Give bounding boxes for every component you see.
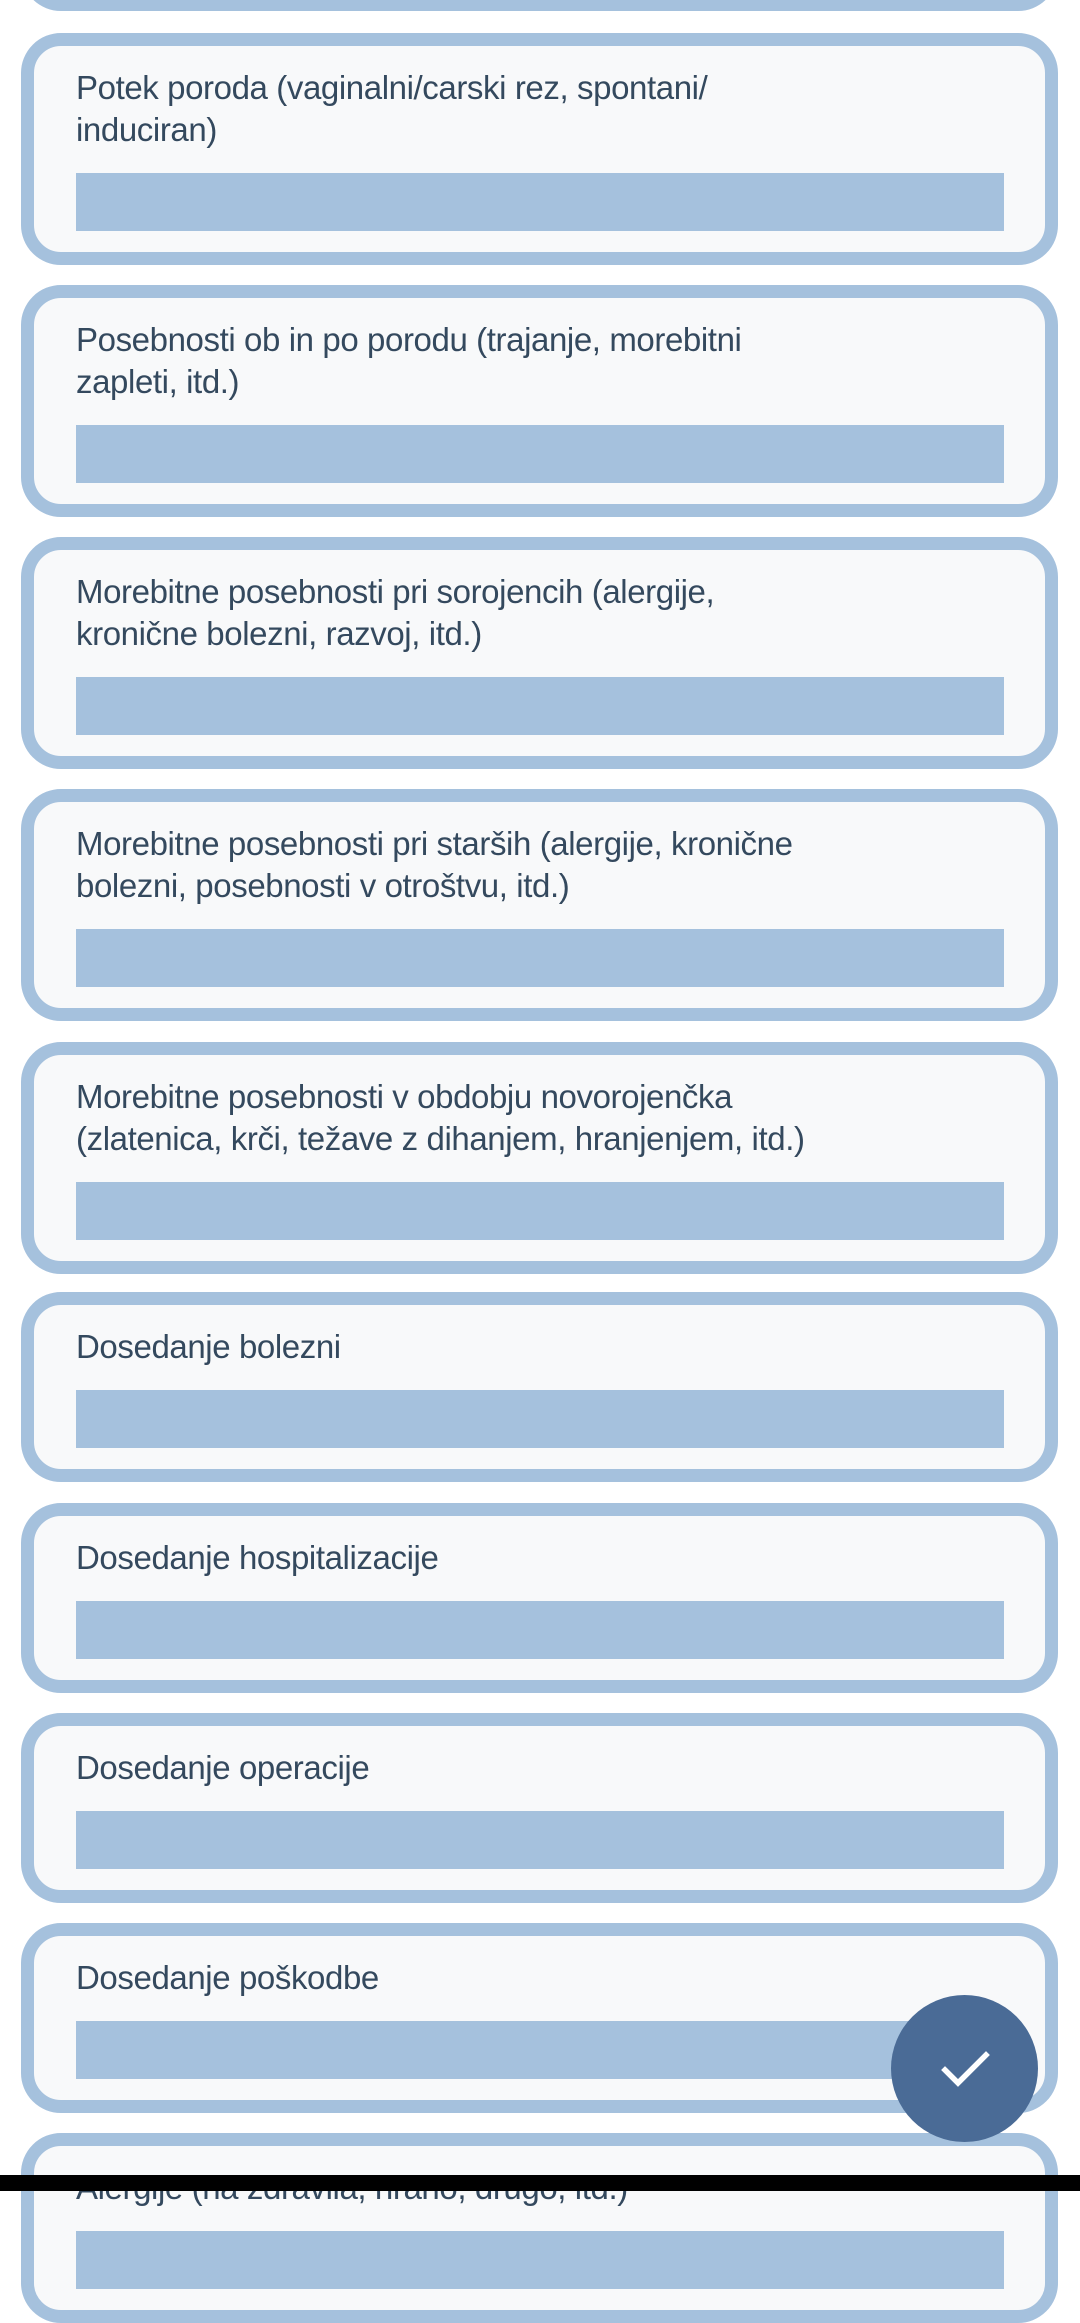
field-label-line: (zlatenica, krči, težave z dihanjem, hranjenjem, itd.): [76, 1120, 805, 1157]
field-label-line: Dosedanje poškodbe: [76, 1959, 379, 1996]
siblings-input[interactable]: [76, 677, 1004, 735]
allergies-input[interactable]: [76, 2231, 1004, 2289]
field-label: [76, 67, 1004, 151]
field-label-line: kronične bolezni, razvoj, itd.): [76, 615, 482, 652]
field-label-line: zapleti, itd.): [76, 363, 240, 400]
field-label: [76, 823, 1004, 907]
field-label-line: Posebnosti ob in po porodu (trajanje, morebitni: [76, 321, 742, 358]
field-label-line: Morebitne posebnosti v obdobju novorojenčka: [76, 1078, 733, 1115]
form-field-card-illnesses: [21, 1292, 1058, 1482]
field-label: [76, 1326, 1004, 1368]
field-label-line: Dosedanje hospitalizacije: [76, 1539, 439, 1576]
field-label-line: Dosedanje bolezni: [76, 1328, 341, 1365]
form-field-card-operations: [21, 1713, 1058, 1903]
field-label-line: bolezni, posebnosti v otroštvu, itd.): [76, 867, 570, 904]
form-field-card-newborn: [21, 1042, 1058, 1274]
field-label-line: Morebitne posebnosti pri sorojencih (alergije,: [76, 573, 715, 610]
illnesses-input[interactable]: [76, 1390, 1004, 1448]
form-field-card-birth-particularities: [21, 285, 1058, 517]
form-field-card-parents: [21, 789, 1058, 1021]
field-label: [76, 1747, 1004, 1789]
field-label-line: Dosedanje operacije: [76, 1749, 370, 1786]
injuries-input[interactable]: [76, 2021, 1004, 2079]
check-icon: [935, 2046, 995, 2092]
birth-course-input[interactable]: [76, 173, 1004, 231]
field-label-line: Morebitne posebnosti pri starših (alergije, kronične: [76, 825, 793, 862]
form-field-card-allergies: [21, 2133, 1058, 2323]
hospitalizations-input[interactable]: [76, 1601, 1004, 1659]
field-label: [76, 1537, 1004, 1579]
parents-input[interactable]: [76, 929, 1004, 987]
field-label-line: induciran): [76, 111, 217, 148]
newborn-input[interactable]: [76, 1182, 1004, 1240]
confirm-fab-button[interactable]: [891, 1995, 1038, 2142]
field-label-line: Potek poroda (vaginalni/carski rez, spontani/: [76, 69, 708, 106]
form-field-card-hospitalizations: [21, 1503, 1058, 1693]
field-label: [76, 319, 1004, 403]
system-navigation-bar: [0, 2175, 1080, 2191]
field-label: [76, 571, 1004, 655]
form-field-card-birth-course: [21, 33, 1058, 265]
birth-particularities-input[interactable]: [76, 425, 1004, 483]
operations-input[interactable]: [76, 1811, 1004, 1869]
form-field-card-siblings: [21, 537, 1058, 769]
form-field-card-previous: [21, 0, 1058, 11]
field-label: [76, 1076, 1004, 1160]
field-label: [76, 1957, 1004, 1999]
